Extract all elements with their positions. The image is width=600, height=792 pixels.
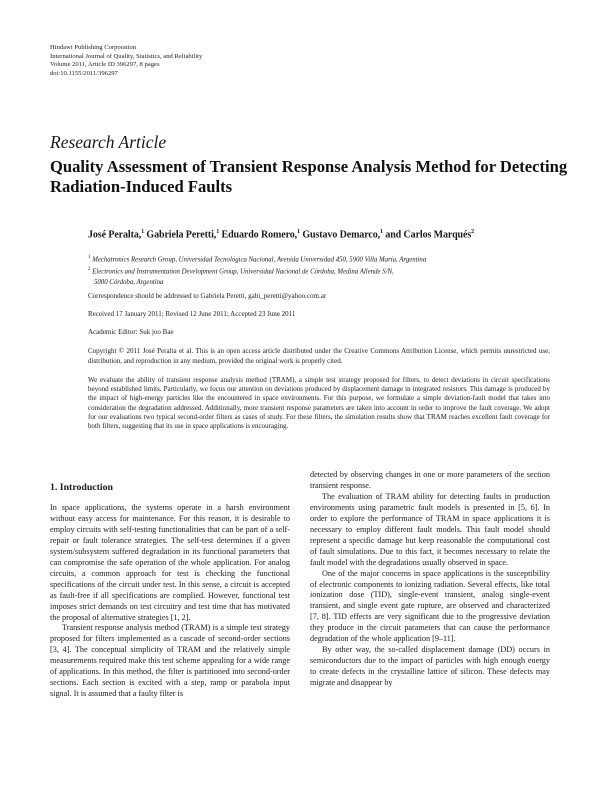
author-name: Eduardo Romero, [219, 229, 298, 241]
academic-editor: Academic Editor: Suk joo Bae [88, 328, 174, 336]
doi: doi:10.1155/2011/396297 [50, 69, 118, 77]
author-name: Gustavo Demarco, [299, 229, 381, 241]
journal-name: International Journal of Quality, Statistics, and Reliability [50, 52, 203, 60]
received-dates: Received 17 January 2011; Revised 12 June 2011; Accepted 23 June 2011 [88, 310, 296, 318]
author-name: José Peralta, [88, 229, 142, 241]
affiliation: $^1$ Mechatronics Research Group, Universidad Tecnológica Nacional, Avenida Universidad 450, 5900 Villa María, Argentina [88, 255, 427, 264]
author-affiliation-mark: 2 [471, 229, 475, 235]
author-name: and Carlos Marqués [382, 229, 472, 241]
author-affiliation-mark: 1 [141, 229, 145, 235]
article-type: Research Article [50, 132, 167, 152]
affiliations [88, 253, 426, 288]
copyright-notice: Copyright © 2011 José Peralta et al. This is an open access article distributed under the Creative Commons Attribution License, which permits unrestricted use, distribution, and reproduction in any medium, provided the original work is properly cited. [88, 347, 550, 365]
body-paragraph: The evaluation of TRAM ability for detecting faults in production environments using parametric fault models is presented in [5, 6]. In order to explore the performance of TRAM in space applications it is necessary to employ different fault models. This fault model should represent a specific damage but keep reasonable the computational cost of fault simulations. Due to this fact, it becomes necessary to relate the fault model with the degradations usually observed in space. [310, 491, 550, 567]
author-affiliation-mark: 1 [297, 229, 300, 235]
section-heading: 1. Introduction [50, 482, 113, 493]
author-name: Gabriela Peretti, [144, 229, 217, 241]
body-paragraph: One of the major concerns in space applications is the susceptibility of electronic components to ionizing radiation. Several effects, like total ionization dose (TID), single-event transient, analog single-event transient, and single event gate rupture, are observed and characterized [7, 8]. TID effects are very significant due to the progressive deviation they produce in the circuit parameters that can cause the performance degradation of the whole application [9–11]. [310, 568, 550, 644]
abstract: We evaluate the ability of transient response analysis method (TRAM), a simple test strategy proposed for filters, to detect deviations in circuit specifications beyond established limits. Particularly, we focus our attention on deviations produced by displacement damage in integrated resistors. This damage is produced by the impact of high-energy particles like the encountered in space environments. For this purpose, we formulate a simple deviation-fault model that takes into consideration the degradation addressed. Additionally, more transient response parameters are taken into account in order to improve the fault coverage. We adopt for our evaluations two typical second-order filters as cases of study. For these filters, the simulation results show that TRAM reaches excellent fault coverage for both filters, suggesting that its use in space applications is encouraging. [88, 376, 550, 431]
left-column [50, 482, 290, 700]
author-list [88, 229, 474, 240]
correspondence: Correspondence should be addressed to Gabriela Peretti, gabi_peretti@yahoo.com.ar [88, 292, 327, 300]
author-affiliation-mark: 1 [216, 229, 220, 235]
body-paragraph: detected by observing changes in one or more parameters of the section transient response. [310, 470, 550, 490]
affiliation: $^2$ Electronics and Instrumentation Development Group, Universidad Nacional de Córdoba, Medina Allende S/N, [88, 267, 394, 276]
publisher: Hindawi Publishing Corporation [50, 44, 137, 51]
affiliation: 5000 Córdoba, Argentina [94, 278, 164, 286]
body-paragraph: Transient response analysis method (TRAM) is a simple test strategy proposed for filters implemented as a cascade of second-order sections [3, 4]. The conceptual simplicity of TRAM and the relatively simple measurements required make this test scheme appealing for a wide range of applications. In this method, the filter is partitioned into second-order sections. Each section is excited with a step, ramp or parabola input signal. It is assumed that a faulty filter is [50, 623, 290, 699]
body-paragraph: By other way, the so-called displacement damage (DD) occurs in semiconductors due to the impact of particles with high enough energy to create defects in the crystalline lattice of silicon. These defects may migrate and disappear by [310, 645, 550, 688]
paper-title: Quality Assessment of Transient Response Analysis Method for Detecting Radiation-Induced Faults [50, 157, 568, 196]
volume-info: Volume 2011, Article ID 396297, 8 pages [50, 61, 160, 69]
right-column [310, 470, 550, 689]
body-paragraph: In space applications, the systems operate in a harsh environment without easy access for maintenance. For this reason, it is desirable to employ circuits with self-testing functionalities that can be part of a self-repair or fault tolerance strategies. The self-test determines if a given system/subsystem suffered degradation in its functional parameters that can compromise the safe operation of the whole application. For analog circuits, a common approach for test is checking the functional specifications of the circuit under test. In this sense, a circuit is accepted as fault-free if all specifications are complied. However, functional test imposes strict demands on test circuitry and test time that has motivated the proposal of alternative strategies [1, 2]. [50, 503, 290, 622]
journal-header [50, 44, 202, 78]
author-affiliation-mark: 1 [380, 229, 383, 235]
